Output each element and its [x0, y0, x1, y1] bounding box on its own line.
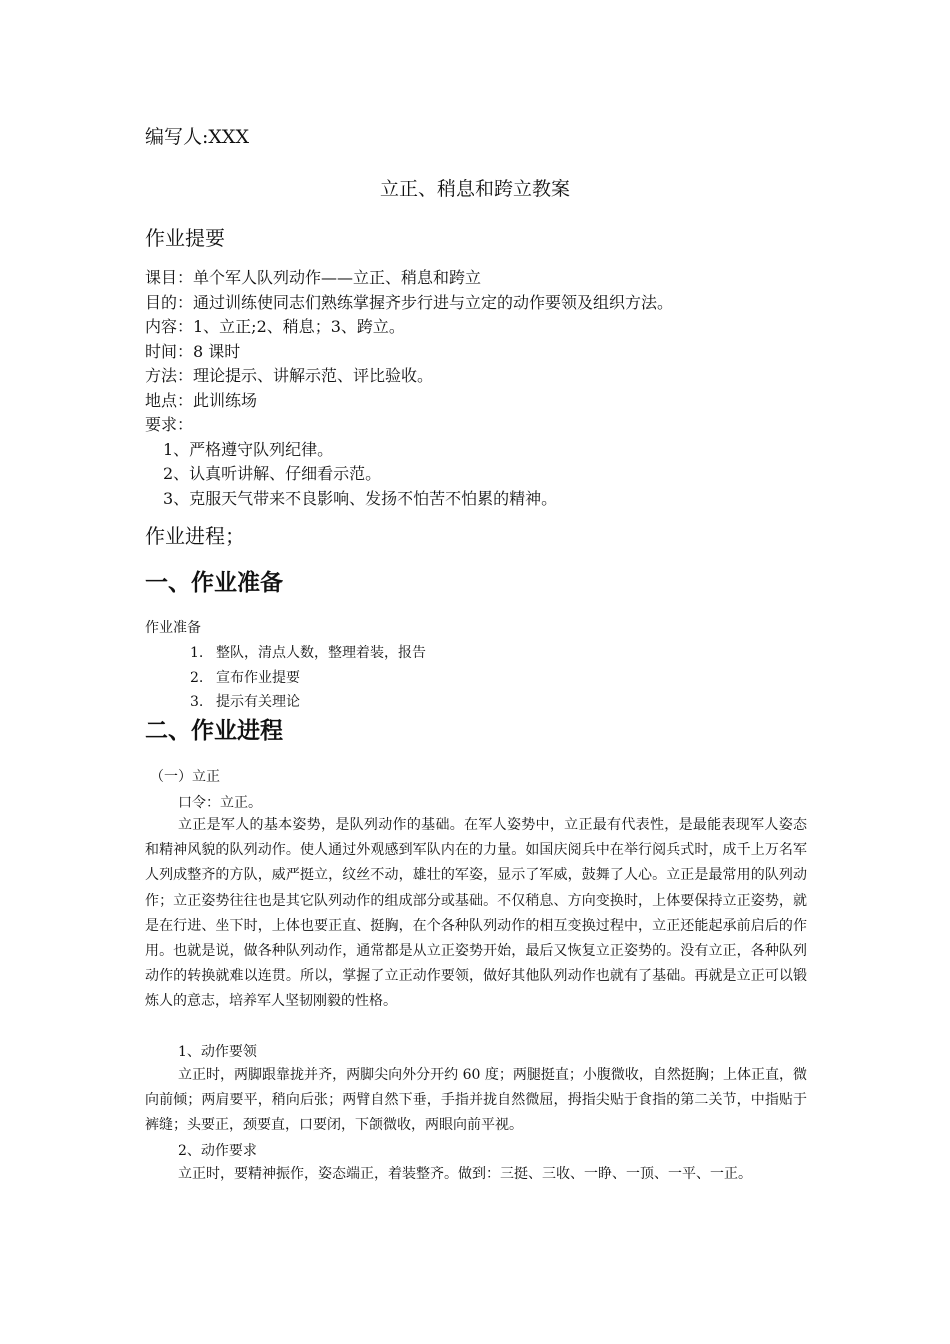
prep-list [190, 641, 426, 715]
requirements-paragraph: 立正时，要精神振作，姿态端正，着装整齐。做到：三挺、三收、一睁、一顶、一平、一正。 [178, 1166, 752, 1182]
document-title: 立正、稍息和跨立教案 [379, 178, 570, 200]
meta-time: 时间：8 课时 [145, 341, 241, 361]
requirement-item: 2、认真听讲解、仔细看示范。 [163, 464, 382, 483]
outline-meta [145, 266, 673, 511]
requirements-title: 2、动作要求 [178, 1143, 257, 1159]
meta-place: 地点：此训练场 [145, 390, 258, 410]
requirement-item: 1、严格遵守队列纪律。 [163, 439, 334, 459]
points-paragraph: 立正时，两脚跟靠拢并齐，两脚尖向外分开约 60 度；两腿挺直；小腹微收，自然挺胸；上体正直，微向前倾；两肩要平，稍向后张；两臂自然下垂，手指并拢自然微屈，拇指尖贴于食指的第二关节，中指贴于裤缝；头要正，颈要直，口要闭，下颌微收，两眼向前平视。 [145, 1067, 807, 1134]
list-item: 2. 宣布作业提要 [190, 669, 300, 686]
points-title: 1、动作要领 [178, 1044, 257, 1060]
meta-requirements-label: 要求： [145, 415, 194, 434]
requirement-item: 3、克服天气带来不良影响、发扬不怕苦不怕累的精神。 [163, 488, 558, 508]
outline-heading: 作业提要 [145, 226, 225, 250]
section1-heading: 一、作业准备 [145, 570, 283, 596]
meta-method: 方法：理论提示、讲解示范、评比验收。 [145, 366, 434, 385]
intro-paragraph: 立正是军人的基本姿势，是队列动作的基础。在军人姿势中，立正最有代表性，是最能表现军人姿态和精神风貌的队列动作。使人通过外观感到军队内在的力量。如国庆阅兵中在举行阅兵式时，成千上万名军人列成整齐的方队，威严挺立，纹丝不动，雄壮的军姿，显示了军威，鼓舞了人心。立正是最常用的队列动作；立正姿势往往也是其它队列动作的组成部分或基础。不仅稍息、方向变换时，上体要保持立正姿势，就是在行进、坐下时，上体也要正直、挺胸，在个各种队列动作的相互变换过程中，立正还能起承前启后的作用。也就是说，做各种队列动作，通常都是从立正姿势开始，最后又恢复立正姿势的。没有立正，各种队列动作的转换就难以连贯。所以，掌握了立正动作要领，做好其他队列动作也就有了基础。再就是立正可以锻炼人的意志，培养军人坚韧刚毅的性格。 [145, 817, 807, 1010]
author-line: 编写人:XXX [145, 126, 249, 148]
meta-purpose: 目的：通过训练使同志们熟练掌握齐步行进与立定的动作要领及组织方法。 [145, 292, 674, 312]
meta-course: 课目：单个军人队列动作——立正、稍息和跨立 [145, 268, 482, 287]
subsection-heading: （一）立正 [150, 769, 220, 785]
meta-content: 内容：1、立正;2、稍息；3、跨立。 [145, 317, 405, 336]
command-line: 口令：立正。 [178, 795, 262, 811]
progress-heading: 作业进程； [145, 524, 245, 548]
list-item: 3. 提示有关理论 [190, 694, 300, 710]
section1-label: 作业准备 [145, 620, 201, 636]
section2-heading: 二、作业进程 [145, 718, 283, 744]
list-item: 1. 整队，清点人数，整理着装，报告 [190, 645, 426, 661]
